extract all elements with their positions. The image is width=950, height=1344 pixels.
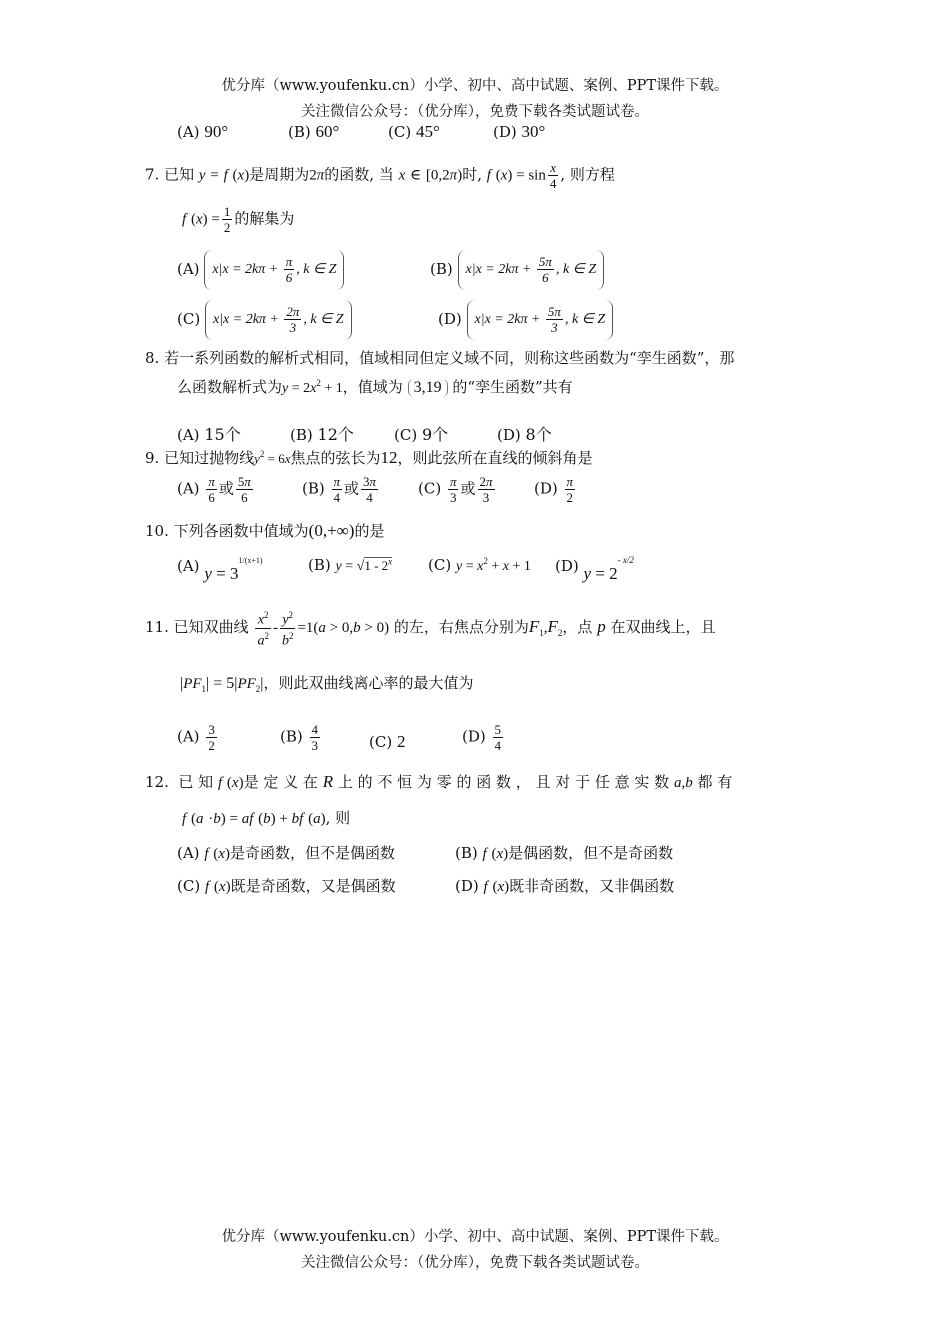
q10-option-c: (C) $y = x^2 + x + 1$ [428, 556, 531, 574]
q9-option-a: (A) $\frac{\pi}{6}$ 或 $\frac{5\pi}{6}$ [177, 474, 251, 505]
q9-stem: 9. 已知过抛物线$y^2 = 6x$焦点的弦长为12，则此弦所在直线的倾斜角是 [145, 448, 593, 467]
q11-stem: 11. 已知双曲线 $\frac{x^2}{a^2}$ - $\frac{y^2}{b^2}$ =1(a > 0,b > 0) 的左，右焦点分别为$F_1,F_2$，点 p 在双曲线上，且 [145, 610, 716, 649]
q7-stem: 7. 已知 y = f (x)是周期为2π的函数, 当 x ∈ [0,2π)时, f (x) = sin $\frac{x}{4}$ , 则方程 [145, 160, 615, 191]
q12-option-b: (B) f (x)是偶函数，但不是奇函数 [455, 844, 674, 862]
q12-equation: f (a ·b) = af (b) + bf (a), 则 [182, 809, 351, 827]
q9-option-c: (C) $\frac{\pi}{3}$ 或 $\frac{2\pi}{3}$ [418, 474, 493, 505]
q7-option-a: (A) x|x = 2kπ + $\frac{\pi}{6}$ , k ∈ Z [177, 250, 344, 290]
q8-option-a: (A) 15个 [177, 425, 241, 444]
header-line-1: 优分库（www.youfenku.cn）小学、初中、高中试题、案例、PPT课件下载。 [221, 78, 729, 94]
q9-option-d: (D) $\frac{\pi}{2}$ [534, 474, 574, 505]
q10-stem: 10. 下列各函数中值域为(0,+∞)的是 [145, 521, 385, 540]
q12-option-a: (A) f (x)是奇函数，但不是偶函数 [177, 844, 395, 862]
q6-option-b: (B) 60° [288, 122, 340, 141]
q7-option-c: (C) x|x = 2kπ + $\frac{2\pi}{3}$ , k ∈ Z [177, 300, 352, 340]
q10-option-a: (A) $y = 3^{1/(x+1)}$ [177, 556, 263, 583]
q8-stem-line-2: 么函数解析式为$y = 2x^2 + 1$，值域为 3,19 的“孪生函数”共有 [177, 378, 573, 396]
q10-option-b: (B) y = √1 - 2$^x$ [308, 556, 393, 574]
q8-option-b: (B) 12个 [290, 425, 354, 444]
footer-line-1: 优分库（www.youfenku.cn）小学、初中、高中试题、案例、PPT课件下载。 [221, 1229, 729, 1245]
q7-equation: f (x) = $\frac{1}{2}$ 的解集为 [182, 204, 295, 235]
q11-option-a: (A) $\frac{3}{2}$ [177, 722, 215, 753]
q8-option-d: (D) 8个 [497, 425, 552, 444]
q11-option-b: (B) $\frac{4}{3}$ [280, 722, 319, 753]
q6-option-a: (A) 90° [177, 122, 229, 141]
q8-stem-line-1: 8. 若一系列函数的解析式相同，值域相同但定义域不同，则称这些函数为“孪生函数”，那 [145, 349, 735, 367]
q7-option-b: (B) x|x = 2kπ + $\frac{5\pi}{6}$ , k ∈ Z [430, 250, 604, 290]
header-line-2: 关注微信公众号：（优分库），免费下载各类试题试卷。 [301, 104, 649, 120]
q6-option-c: (C) 45° [388, 122, 440, 141]
q10-option-d: (D) $y = 2^{- x/2}$ [555, 555, 634, 583]
q8-option-c: (C) 9个 [394, 425, 449, 444]
footer-line-2: 关注微信公众号：（优分库），免费下载各类试题试卷。 [301, 1255, 649, 1271]
q11-condition: $|PF_1| = 5|PF_2|$，则此双曲线离心率的最大值为 [180, 674, 474, 694]
q12-option-c: (C) f (x)既是奇函数，又是偶函数 [177, 877, 396, 895]
q12-option-d: (D) f (x)既非奇函数，又非偶函数 [455, 877, 675, 895]
q11-option-c: (C) 2 [369, 732, 406, 751]
q7-option-d: (D) x|x = 2kπ + $\frac{5\pi}{3}$ , k ∈ Z [438, 300, 613, 340]
q6-option-d: (D) 30° [493, 122, 546, 141]
q11-option-d: (D) $\frac{5}{4}$ [462, 722, 502, 753]
q9-option-b: (B) $\frac{\pi}{4}$ 或 $\frac{3\pi}{4}$ [302, 474, 377, 505]
q12-stem: 12. 已 知 f (x)是 定 义 在 R 上 的 不 恒 为 零 的 函 数 ， 且 对 于 任 意 实 数 a,b 都 有 [145, 772, 733, 791]
